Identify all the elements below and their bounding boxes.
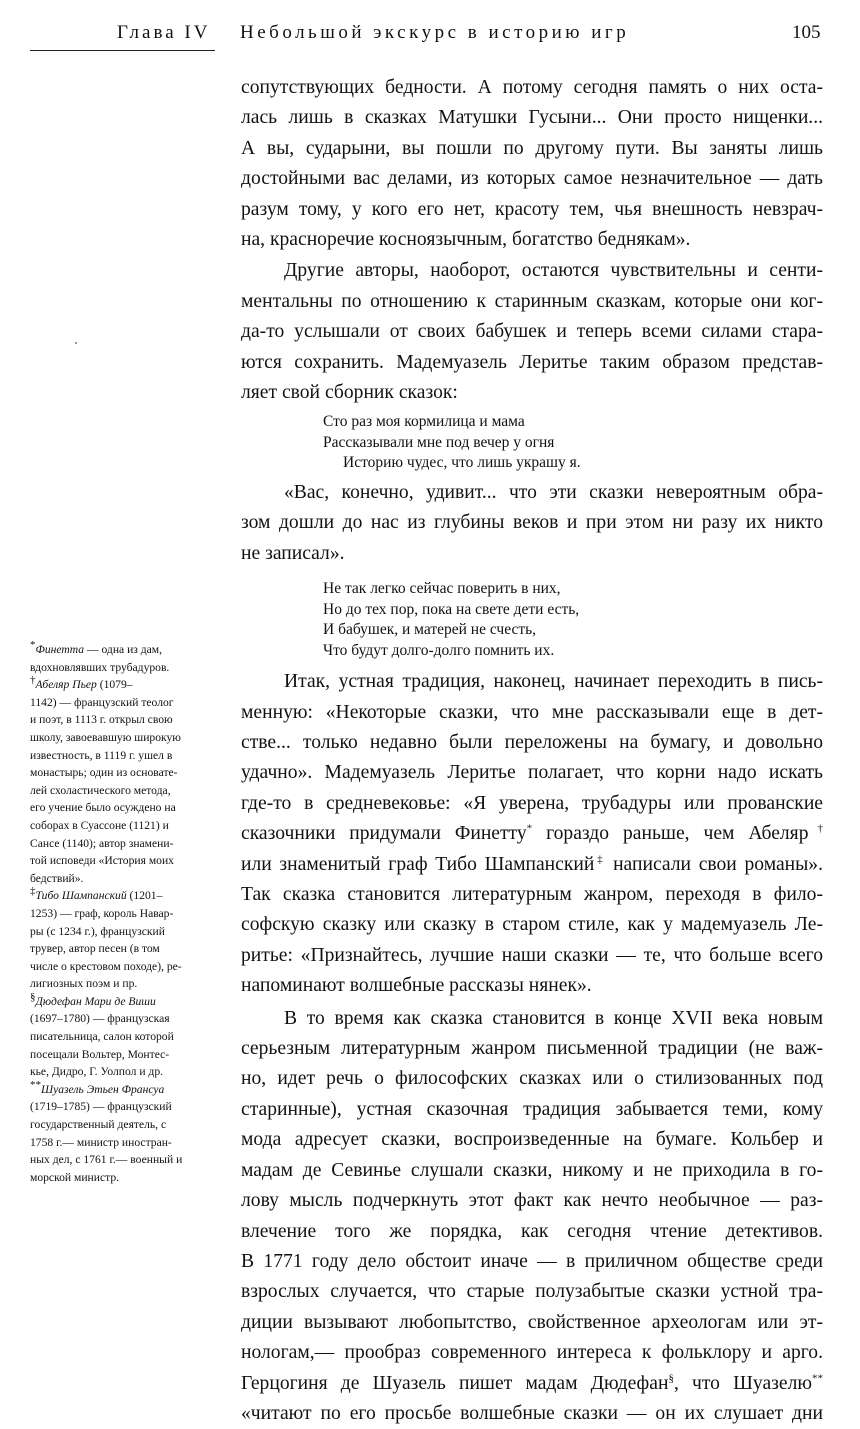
footnote-line: монастырь; один из основате- (30, 766, 178, 780)
main-text (241, 73, 823, 1429)
footnote-line: кье, Дидро, Г. Уолпол и др. (30, 1065, 164, 1079)
chapter-label: Глава IV (117, 22, 211, 43)
text-line: но, идет речь о философских сказках или о стилизованных под (241, 1068, 823, 1090)
footnote-name: Абеляр Пьер (35, 678, 97, 692)
paragraph-3 (241, 478, 823, 569)
footnote-name: Шуазель Этьен Франсуа (41, 1082, 165, 1096)
footnote-line: писательница, салон которой (30, 1030, 174, 1044)
footnote-line (30, 887, 212, 905)
footnote-name: Дюдефан Мари де Виши (35, 994, 156, 1008)
verse-line: Сто раз моя кормилица и мама (323, 413, 525, 431)
text-line: В 1771 году дело обстоит иначе — в приличном обществе среди (241, 1250, 823, 1272)
footnote-mark: ** (812, 1372, 824, 1384)
text-line: ритье: «Признайтесь, лучшие наши сказки — те, что больше всего (241, 944, 823, 966)
footnote-line: вдохновлявших трубадуров. (30, 660, 170, 674)
footnote-line: соборах в Суассоне (1121) и (30, 818, 169, 832)
text-line: «читают по его просьбе волшебные сказки — он их слушает дни (241, 1402, 823, 1424)
verse-line: Не так легко сейчас поверить в них, (323, 580, 561, 598)
text-fragment: , что Шуазелю (673, 1372, 813, 1394)
text-line: ляет свой сборник сказок: (241, 382, 458, 404)
footnote-line (30, 993, 212, 1011)
footnote-line: морской министр. (30, 1170, 120, 1184)
text-line: где-то в средневековье: «Я уверена, трубадуры или прованские (241, 792, 823, 814)
footnote-text: (1201– (126, 889, 163, 903)
verse-line: Что будут долго-долго помнить их. (323, 641, 555, 659)
verse-line: И бабушек, и матерей не счесть, (323, 621, 537, 639)
text-line: менную: «Некоторые сказки, что мне рассказывали еще в дет- (241, 701, 823, 723)
footnote-line: числе о крестовом походе), ре- (30, 959, 182, 973)
footnote-line: 1142) — французский теолог (30, 695, 174, 709)
paragraph-2 (241, 256, 823, 408)
footnote-line: ры (с 1234 г.), французский (30, 924, 165, 938)
text-line: напоминают волшебные рассказы нянек». (241, 975, 592, 997)
footnote-finetta (30, 641, 212, 676)
text-line: сопутствующих бедности. А потому сегодня память о них оста- (241, 77, 823, 98)
text-line (241, 850, 823, 880)
footnote-line (30, 641, 212, 659)
footnote-line: школу, завоевавшую широкую (30, 730, 181, 744)
text-line: зом дошли до нас из глубины веков и при этом ни разу их никто (241, 512, 823, 534)
text-line: взрослых случается, что старые полузабытые сказки устной тра- (241, 1281, 823, 1303)
verse-line: Рассказывали мне под вечер у огня (323, 433, 555, 451)
text-line: влечение того же порядка, как сегодня чтение детективов. (241, 1220, 823, 1242)
text-line (241, 819, 823, 849)
paragraph-1 (241, 73, 823, 255)
text-line: Так сказка становится литературным жанром, переходя в фило- (241, 884, 823, 906)
paragraph-4 (241, 667, 823, 1001)
footnote-abelard (30, 676, 212, 887)
text-fragment: написали свои романы». (605, 853, 823, 875)
footnote-mark: † (30, 674, 36, 687)
header-rule (30, 50, 215, 51)
footnote-name: Финетта (35, 643, 85, 656)
footnote-line: известность, в 1119 г. ушел в (30, 748, 173, 762)
footnote-mark: * (526, 822, 533, 835)
footnote-mark: § (668, 1372, 674, 1384)
verse-1 (323, 412, 823, 474)
footnote-line: (1719–1785) — французский (30, 1100, 172, 1114)
footnote-line: лигиозных поэм и пр. (30, 977, 138, 991)
footnote-mark: † (808, 822, 824, 835)
text-line: ментальны по отношению к старинным сказкам, которые они ког- (241, 290, 823, 312)
text-line: мадам де Севинье слушали сказки, никому и не приходила в го- (241, 1159, 823, 1181)
text-line: достойными вас делами, из которых самое незначительное — дать (241, 168, 823, 190)
text-line: серьезным литературным жанром письменной традиции (не важ- (241, 1038, 823, 1060)
footnote-mark: ‡ (594, 853, 606, 866)
footnote-line: его учение было осуждено на (30, 801, 176, 815)
footnote-mark: § (30, 991, 36, 1004)
footnote-line: трувер, автор песен (в том (30, 942, 160, 956)
text-line: В то время как сказка становится в конце XVII века новым (284, 1007, 823, 1029)
text-line: стве... только недавно были переложены на бумагу, и довольно (241, 732, 823, 753)
footnote-name: Тибо Шампанский (35, 889, 127, 903)
paragraph-5 (241, 1004, 823, 1429)
footnote-line: (1697–1780) — французская (30, 1012, 170, 1026)
text-line: не записал». (241, 542, 345, 564)
text-line: разум тому, у кого его нет, красоту тем, чья внешность невзрач- (241, 198, 823, 220)
footnote-line: ных дел, с 1761 г.— военный и (30, 1153, 183, 1167)
text-line: удачно». Мадемуазель Леритье полагает, что корни надо искать (241, 762, 823, 784)
footnote-line: 1253) — граф, король Навар- (30, 906, 174, 920)
text-line: старинные), устная сказочная традиция забывается теми, кому (241, 1098, 823, 1120)
footnote-line: бедствий». (30, 871, 84, 885)
footnote-line: посещали Вольтер, Монтес- (30, 1047, 170, 1061)
text-line: нологам,— прообраз современного интереса к фольклору и арго. (241, 1342, 823, 1364)
sidenotes (30, 641, 212, 1186)
text-line: лову мысль подчеркнуть этот факт как нечто необычное — раз- (241, 1190, 823, 1212)
footnote-mark: ** (30, 1078, 41, 1091)
footnote-line: 1758 г.— министр иностран- (30, 1135, 172, 1149)
footnote-thibaut (30, 887, 212, 993)
footnote-line: Сансе (1140); автор знамени- (30, 836, 174, 850)
verse-2 (323, 579, 823, 661)
verse-line: Историю чудес, что лишь украшу я. (343, 454, 581, 472)
footnote-text: (1079– (96, 678, 133, 692)
chapter-title: Небольшой экскурс в историю игр (240, 22, 630, 43)
footnote-line: государственный деятель, с (30, 1118, 167, 1132)
footnote-line: той исповеди «История моих (30, 854, 174, 868)
footnote-mark: * (30, 639, 36, 652)
text-line: на, красноречие косноязычным, богатство беднякам». (241, 229, 691, 251)
text-fragment: гораздо раньше, чем Абеляр (532, 823, 809, 845)
footnote-text: — одна из дам, (84, 643, 163, 656)
text-line: Другие авторы, наоборот, остаются чувствительны и сенти- (284, 260, 823, 282)
text-line: лась лишь в сказках Матушки Гусыни... Они просто нищенки... (241, 107, 823, 129)
text-line (241, 1369, 823, 1399)
page-number: 105 (792, 22, 821, 43)
text-fragment: сказочники придумали Финетту (241, 823, 527, 845)
footnote-line: и поэт, в 1113 г. открыл свою (30, 713, 173, 727)
text-fragment: или знаменитый граф Тибо Шампанский (241, 853, 595, 875)
text-line: софскую сказку или сказку в старом стиле, как у мадемуазель Ле- (241, 914, 823, 936)
running-header (0, 0, 860, 56)
footnote-line: лей схоластического метода, (30, 783, 171, 797)
text-line: Итак, устная традиция, наконец, начинает переходить в пись- (284, 671, 823, 693)
margin-dot (75, 342, 77, 344)
footnote-line (30, 1078, 212, 1099)
text-line: мода адресует сказки, воспроизведенные на бумаге. Кольбер и (241, 1129, 823, 1151)
footnote-choiseul (30, 1078, 212, 1187)
text-line: ются сохранить. Мадемуазель Леритье таким образом представ- (241, 351, 823, 373)
footnote-line (30, 676, 212, 694)
text-fragment: Герцогиня де Шуазель пишет мадам Дюдефан (241, 1372, 669, 1394)
text-line: диции вызывают любопытство, свойственное археологам или эт- (241, 1311, 823, 1333)
text-line: «Вас, конечно, удивит... что эти сказки невероятным обра- (284, 481, 823, 503)
verse-line: Но до тех пор, пока на свете дети есть, (323, 600, 580, 618)
footnote-mark: ‡ (30, 885, 36, 898)
footnote-du-deffand (30, 993, 212, 1081)
text-line: А вы, сударыни, вы пошли по другому пути. Вы заняты лишь (241, 137, 823, 159)
text-line: да-то услышали от своих бабушек и теперь всеми силами стара- (241, 321, 823, 343)
